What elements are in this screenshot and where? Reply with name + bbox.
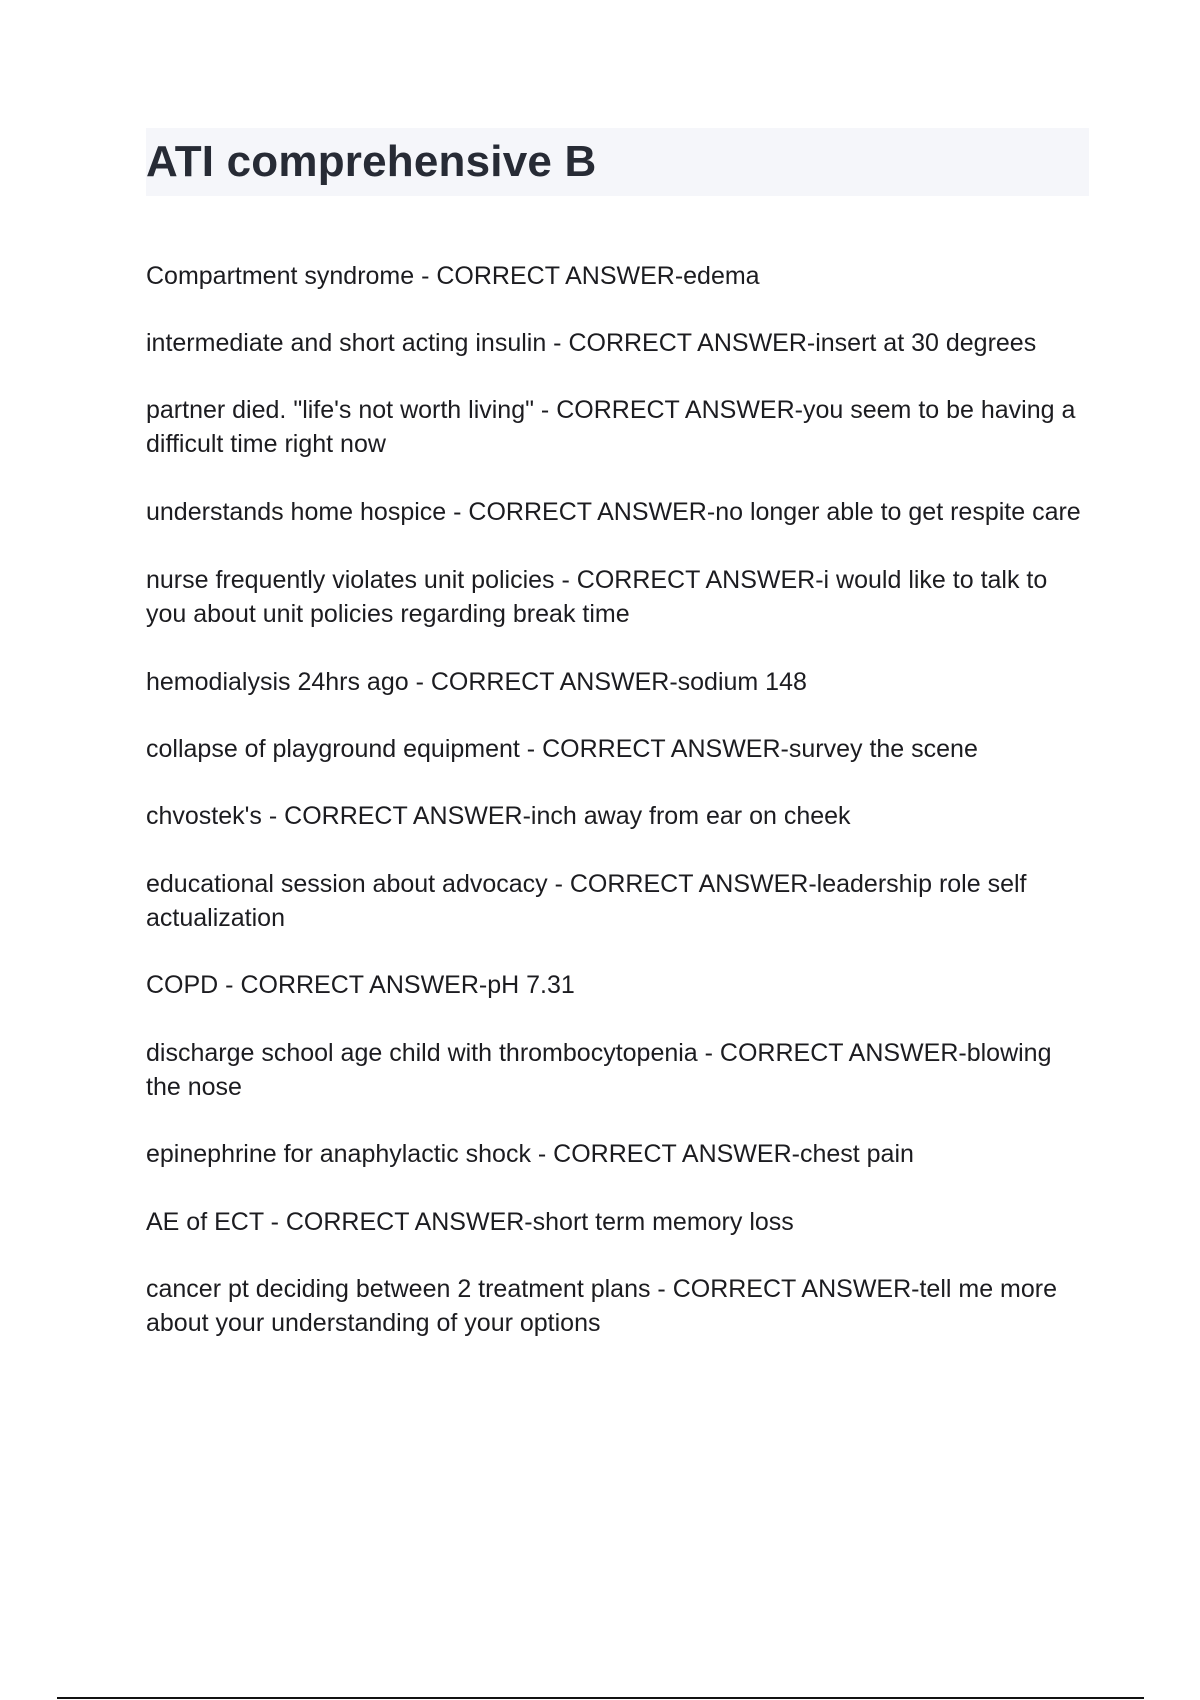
list-item: epinephrine for anaphylactic shock - CORRECT ANSWER-chest pain: [146, 1140, 914, 1168]
list-item: AE of ECT - CORRECT ANSWER-short term memory loss: [146, 1208, 794, 1236]
list-item: discharge school age child with thrombocytopenia - CORRECT ANSWER-blowing the nose: [146, 1039, 1052, 1101]
list-item: nurse frequently violates unit policies - CORRECT ANSWER-i would like to talk to you about unit policies regarding break time: [146, 566, 1048, 628]
list-item: COPD - CORRECT ANSWER-pH 7.31: [146, 971, 575, 999]
bottom-divider: [57, 1697, 1144, 1699]
page-title: ATI comprehensive B: [146, 137, 597, 186]
qa-list: [146, 259, 1091, 1340]
title-banner: [146, 128, 1089, 196]
list-item: educational session about advocacy - CORRECT ANSWER-leadership role self actualization: [146, 870, 1027, 932]
list-item: chvostek's - CORRECT ANSWER-inch away from ear on cheek: [146, 802, 851, 830]
list-item: intermediate and short acting insulin - CORRECT ANSWER-insert at 30 degrees: [146, 329, 1037, 357]
list-item: cancer pt deciding between 2 treatment plans - CORRECT ANSWER-tell me more about your understanding of your options: [146, 1275, 1058, 1337]
list-item: Compartment syndrome - CORRECT ANSWER-edema: [146, 262, 760, 290]
list-item: collapse of playground equipment - CORRECT ANSWER-survey the scene: [146, 735, 978, 763]
list-item: hemodialysis 24hrs ago - CORRECT ANSWER-sodium 148: [146, 668, 807, 696]
list-item: understands home hospice - CORRECT ANSWER-no longer able to get respite care: [146, 498, 1081, 526]
list-item: partner died. "life's not worth living" - CORRECT ANSWER-you seem to be having a difficult time right now: [146, 396, 1076, 458]
